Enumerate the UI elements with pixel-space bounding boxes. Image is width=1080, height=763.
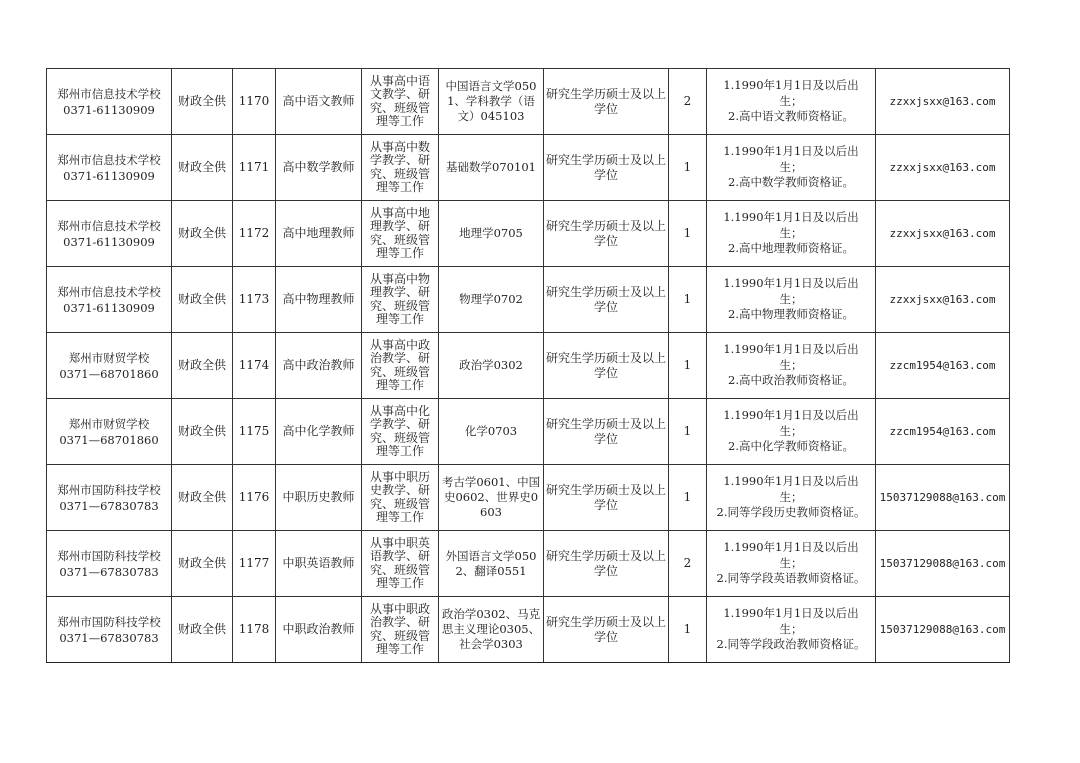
table-body xyxy=(47,69,1010,663)
requirements-cell xyxy=(707,597,876,663)
funding-cell: 财政全供 xyxy=(172,69,233,135)
table-row xyxy=(47,69,1010,135)
duty-cell: 从事中职英语教学、研究、班级管理等工作 xyxy=(362,531,439,597)
major-cell: 政治学0302 xyxy=(439,333,544,399)
unit-phone: 0371—67830783 xyxy=(59,564,159,579)
post-code-cell: 1175 xyxy=(233,399,276,465)
email-cell: zzxxjsxx@163.com xyxy=(876,135,1010,201)
unit-name: 郑州市财贸学校 xyxy=(68,350,150,365)
count-cell: 1 xyxy=(669,597,707,663)
requirement-line-2: 2.同等学段政治教师资格证。 xyxy=(716,637,866,652)
count-cell: 2 xyxy=(669,531,707,597)
post-name-cell: 高中物理教师 xyxy=(276,267,362,333)
education-cell: 研究生学历硕士及以上学位 xyxy=(544,399,669,465)
post-name-cell: 高中地理教师 xyxy=(276,201,362,267)
requirements-cell xyxy=(707,399,876,465)
major-cell: 基础数学070101 xyxy=(439,135,544,201)
count-cell: 1 xyxy=(669,267,707,333)
major-cell: 地理学0705 xyxy=(439,201,544,267)
count-cell: 1 xyxy=(669,333,707,399)
funding-cell: 财政全供 xyxy=(172,267,233,333)
education-cell: 研究生学历硕士及以上学位 xyxy=(544,465,669,531)
requirement-line-2: 2.高中地理教师资格证。 xyxy=(728,241,854,256)
table-row xyxy=(47,465,1010,531)
requirements-cell xyxy=(707,531,876,597)
unit-phone: 0371-61130909 xyxy=(63,102,155,117)
unit-cell xyxy=(47,465,172,531)
unit-phone: 0371-61130909 xyxy=(63,168,155,183)
email-cell: 15037129088@163.com xyxy=(876,531,1010,597)
major-cell: 考古学0601、中国史0602、世界史0603 xyxy=(439,465,544,531)
funding-cell: 财政全供 xyxy=(172,531,233,597)
requirement-line-1: 1.1990年1月1日及以后出生； xyxy=(723,540,859,570)
email-cell: zzxxjsxx@163.com xyxy=(876,201,1010,267)
duty-cell: 从事高中物理教学、研究、班级管理等工作 xyxy=(362,267,439,333)
requirement-line-1: 1.1990年1月1日及以后出生； xyxy=(723,342,859,372)
post-code-cell: 1177 xyxy=(233,531,276,597)
requirement-line-1: 1.1990年1月1日及以后出生； xyxy=(723,144,859,174)
funding-cell: 财政全供 xyxy=(172,597,233,663)
post-name-cell: 中职政治教师 xyxy=(276,597,362,663)
unit-name: 郑州市国防科技学校 xyxy=(57,548,161,563)
post-code-cell: 1173 xyxy=(233,267,276,333)
requirement-line-1: 1.1990年1月1日及以后出生； xyxy=(723,276,859,306)
education-cell: 研究生学历硕士及以上学位 xyxy=(544,201,669,267)
major-cell: 中国语言文学0501、学科教学（语文）045103 xyxy=(439,69,544,135)
table-row xyxy=(47,531,1010,597)
education-cell: 研究生学历硕士及以上学位 xyxy=(544,69,669,135)
unit-name: 郑州市国防科技学校 xyxy=(57,482,161,497)
major-cell: 外国语言文学0502、翻译0551 xyxy=(439,531,544,597)
unit-cell xyxy=(47,201,172,267)
table-row xyxy=(47,267,1010,333)
count-cell: 1 xyxy=(669,465,707,531)
post-code-cell: 1176 xyxy=(233,465,276,531)
post-code-cell: 1178 xyxy=(233,597,276,663)
unit-name: 郑州市国防科技学校 xyxy=(57,614,161,629)
email-cell: zzcm1954@163.com xyxy=(876,333,1010,399)
duty-cell: 从事高中数学教学、研究、班级管理等工作 xyxy=(362,135,439,201)
count-cell: 1 xyxy=(669,201,707,267)
requirements-cell xyxy=(707,333,876,399)
unit-name: 郑州市信息技术学校 xyxy=(57,152,161,167)
post-name-cell: 高中数学教师 xyxy=(276,135,362,201)
count-cell: 2 xyxy=(669,69,707,135)
requirements-cell xyxy=(707,267,876,333)
requirement-line-2: 2.高中化学教师资格证。 xyxy=(728,439,854,454)
requirement-line-2: 2.高中数学教师资格证。 xyxy=(728,175,854,190)
post-code-cell: 1170 xyxy=(233,69,276,135)
unit-name: 郑州市信息技术学校 xyxy=(57,86,161,101)
count-cell: 1 xyxy=(669,399,707,465)
unit-phone: 0371—67830783 xyxy=(59,498,159,513)
education-cell: 研究生学历硕士及以上学位 xyxy=(544,267,669,333)
duty-cell: 从事高中化学教学、研究、班级管理等工作 xyxy=(362,399,439,465)
education-cell: 研究生学历硕士及以上学位 xyxy=(544,135,669,201)
requirement-line-2: 2.高中政治教师资格证。 xyxy=(728,373,854,388)
requirements-cell xyxy=(707,69,876,135)
table-row xyxy=(47,135,1010,201)
email-cell: 15037129088@163.com xyxy=(876,597,1010,663)
funding-cell: 财政全供 xyxy=(172,201,233,267)
post-name-cell: 高中化学教师 xyxy=(276,399,362,465)
unit-name: 郑州市财贸学校 xyxy=(68,416,150,431)
requirement-line-1: 1.1990年1月1日及以后出生； xyxy=(723,606,859,636)
unit-cell xyxy=(47,531,172,597)
requirements-cell xyxy=(707,465,876,531)
table-row xyxy=(47,333,1010,399)
email-cell: zzxxjsxx@163.com xyxy=(876,267,1010,333)
post-code-cell: 1174 xyxy=(233,333,276,399)
email-cell: zzcm1954@163.com xyxy=(876,399,1010,465)
duty-cell: 从事中职历史教学、研究、班级管理等工作 xyxy=(362,465,439,531)
table-row xyxy=(47,201,1010,267)
unit-name: 郑州市信息技术学校 xyxy=(57,284,161,299)
major-cell: 物理学0702 xyxy=(439,267,544,333)
recruitment-table xyxy=(46,68,1010,663)
post-name-cell: 中职英语教师 xyxy=(276,531,362,597)
funding-cell: 财政全供 xyxy=(172,399,233,465)
education-cell: 研究生学历硕士及以上学位 xyxy=(544,597,669,663)
count-cell: 1 xyxy=(669,135,707,201)
requirement-line-1: 1.1990年1月1日及以后出生； xyxy=(723,474,859,504)
requirements-cell xyxy=(707,201,876,267)
post-name-cell: 高中政治教师 xyxy=(276,333,362,399)
unit-cell xyxy=(47,399,172,465)
unit-cell xyxy=(47,69,172,135)
unit-phone: 0371—68701860 xyxy=(59,432,159,447)
post-name-cell: 高中语文教师 xyxy=(276,69,362,135)
unit-cell xyxy=(47,333,172,399)
major-cell: 化学0703 xyxy=(439,399,544,465)
requirement-line-2: 2.高中语文教师资格证。 xyxy=(728,109,854,124)
email-cell: zzxxjsxx@163.com xyxy=(876,69,1010,135)
post-code-cell: 1171 xyxy=(233,135,276,201)
unit-cell xyxy=(47,135,172,201)
requirement-line-2: 2.同等学段历史教师资格证。 xyxy=(716,505,866,520)
requirements-cell xyxy=(707,135,876,201)
duty-cell: 从事高中语文教学、研究、班级管理等工作 xyxy=(362,69,439,135)
table-row xyxy=(47,597,1010,663)
requirement-line-1: 1.1990年1月1日及以后出生； xyxy=(723,408,859,438)
duty-cell: 从事高中政治教学、研究、班级管理等工作 xyxy=(362,333,439,399)
funding-cell: 财政全供 xyxy=(172,333,233,399)
unit-phone: 0371-61130909 xyxy=(63,234,155,249)
unit-cell xyxy=(47,597,172,663)
duty-cell: 从事高中地理教学、研究、班级管理等工作 xyxy=(362,201,439,267)
requirement-line-1: 1.1990年1月1日及以后出生； xyxy=(723,210,859,240)
duty-cell: 从事中职政治教学、研究、班级管理等工作 xyxy=(362,597,439,663)
unit-phone: 0371—68701860 xyxy=(59,366,159,381)
requirement-line-1: 1.1990年1月1日及以后出生； xyxy=(723,78,859,108)
education-cell: 研究生学历硕士及以上学位 xyxy=(544,531,669,597)
post-name-cell: 中职历史教师 xyxy=(276,465,362,531)
funding-cell: 财政全供 xyxy=(172,135,233,201)
education-cell: 研究生学历硕士及以上学位 xyxy=(544,333,669,399)
requirement-line-2: 2.高中物理教师资格证。 xyxy=(728,307,854,322)
unit-phone: 0371—67830783 xyxy=(59,630,159,645)
unit-cell xyxy=(47,267,172,333)
unit-phone: 0371-61130909 xyxy=(63,300,155,315)
email-cell: 15037129088@163.com xyxy=(876,465,1010,531)
funding-cell: 财政全供 xyxy=(172,465,233,531)
unit-name: 郑州市信息技术学校 xyxy=(57,218,161,233)
requirement-line-2: 2.同等学段英语教师资格证。 xyxy=(716,571,866,586)
table-row xyxy=(47,399,1010,465)
major-cell: 政治学0302、马克思主义理论0305、社会学0303 xyxy=(439,597,544,663)
post-code-cell: 1172 xyxy=(233,201,276,267)
